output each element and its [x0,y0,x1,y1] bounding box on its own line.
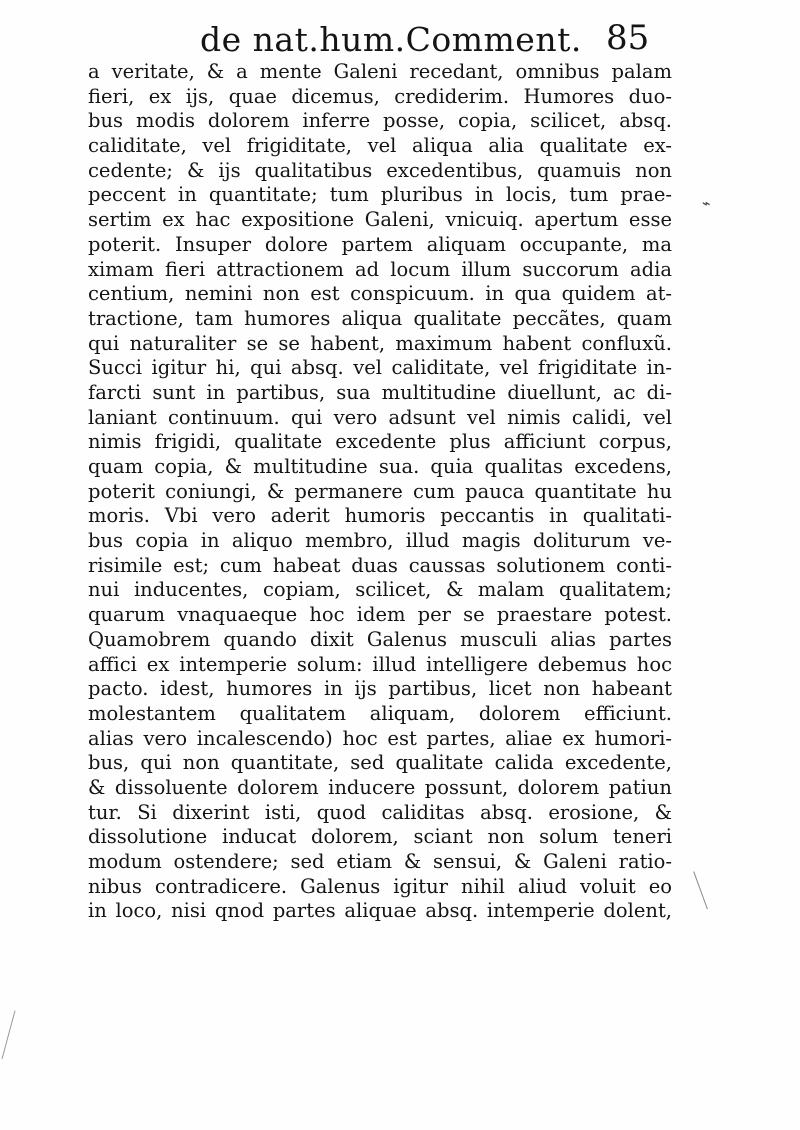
text-line: bus modis dolorem inferre posse, copia, scilicet, absq. [88,109,672,133]
text-line: nibus contradicere. Galenus igitur nihil aliud voluit eo [88,874,672,898]
text-line: affici ex intemperie solum: illud intelligere debemus hoc [88,652,672,676]
text-line: peccent in quantitate; tum pluribus in locis, tum prae- [88,183,672,207]
text-line: qui naturaliter se se habent, maximum habent confluxũ. [88,331,672,355]
text-line: laniant continuum. qui vero adsunt vel nimis calidi, vel [88,405,672,429]
text-line: poterit coniungi, & permanere cum pauca quantitate hu [88,479,672,503]
text-line: alias vero incalescendo) hoc est partes, aliae ex humori- [88,726,672,750]
text-line: fieri, ex ijs, quae dicemus, crediderim. Humores duo- [88,84,672,108]
text-line: tractione, tam humores aliqua qualitate peccãtes, quam [88,306,672,330]
text-line: in loco, nisi qnod partes aliquae absq. intemperie dolent, [88,899,672,923]
text-line: centium, nemini non est conspicuum. in qua quidem at- [88,282,672,306]
text-line: quarum vnaquaeque hoc idem per se praestare potest. [88,603,672,627]
text-line: nimis frigidi, qualitate excedente plus afficiunt corpus, [88,430,672,454]
text-line: pacto. idest, humores in ijs partibus, licet non habeant [88,677,672,701]
text-line: Succi igitur hi, qui absq. vel caliditate, vel frigiditate in- [88,356,672,380]
text-line: nui inducentes, copiam, scilicet, & malam qualitatem; [88,578,672,602]
text-line: risimile est; cum habeat duas caussas solutionem conti- [88,553,672,577]
text-line: bus, qui non quantitate, sed qualitate calida excedente, [88,751,672,775]
text-line: modum ostendere; sed etiam & sensui, & Galeni ratio- [88,850,672,873]
text-line: molestantem qualitatem aliquam, dolorem efficiunt. [88,701,672,725]
paper-blemish [693,871,709,910]
text-line: tur. Si dixerint isti, quod caliditas absq. erosione, & [88,800,672,824]
text-line: sertim ex hac expositione Galeni, vnicuiq. apertum esse [88,208,672,232]
text-line: & dissoluente dolorem inducere possunt, dolorem patiun [88,775,672,799]
body-text [88,60,672,924]
paper-blemish [2,1010,18,1059]
page-number: 85 [606,18,650,58]
text-line: moris. Vbi vero aderit humoris peccantis in qualitati- [88,504,672,528]
text-line: bus copia in aliquo membro, illud magis doliturum ve- [88,529,672,553]
text-line: a veritate, & a mente Galeni recedant, omnibus palam [88,60,672,83]
text-line: quam copia, & multitudine sua. quia qualitas excedens, [88,455,672,478]
text-line: caliditate, vel frigiditate, vel aliqua alia qualitate ex- [88,134,672,158]
text-line: cedente; & ijs qualitatibus excedentibus, quamuis non [88,158,672,182]
text-line: dissolutione inducat dolorem, sciant non solum teneri [88,825,672,849]
marginal-mark: ⌁ [702,196,711,212]
text-line: ximam fieri attractionem ad locum illum succorum adia [88,257,672,281]
text-line: Quamobrem quando dixit Galenus musculi alias partes [88,627,672,651]
running-title: de nat.hum.Comment. [200,20,582,59]
text-line: farcti sunt in partibus, sua multitudine diuellunt, ac di- [88,380,672,404]
text-line: poterit. Insuper dolore partem aliquam occupante, ma [88,232,672,256]
